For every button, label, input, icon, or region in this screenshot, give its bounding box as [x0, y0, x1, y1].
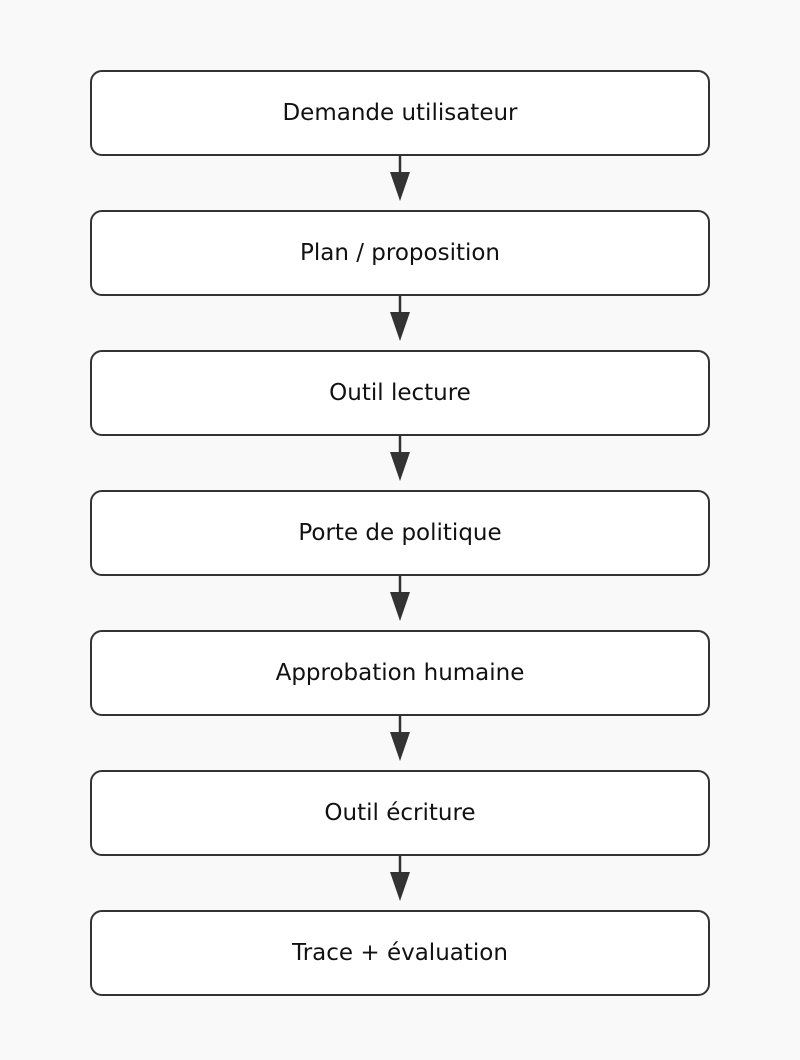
arrow-5 [390, 716, 410, 761]
node-label: Porte de politique [298, 519, 502, 546]
node-label: Outil lecture [329, 379, 471, 406]
arrow-4 [390, 576, 410, 621]
node-label: Approbation humaine [275, 659, 525, 686]
arrow-1 [390, 156, 410, 201]
arrow-6 [390, 856, 410, 901]
node-trace-evaluation [90, 910, 710, 996]
node-label: Demande utilisateur [282, 99, 518, 126]
arrow-2 [390, 296, 410, 341]
node-plan-proposition [90, 210, 710, 296]
node-porte-de-politique [90, 490, 710, 576]
node-label: Trace + évaluation [292, 939, 508, 966]
node-outil-lecture [90, 350, 710, 436]
node-outil-ecriture [90, 770, 710, 856]
node-approbation-humaine [90, 630, 710, 716]
arrow-3 [390, 436, 410, 481]
node-label: Outil écriture [324, 799, 476, 826]
node-demande-utilisateur [90, 70, 710, 156]
node-label: Plan / proposition [299, 239, 501, 266]
